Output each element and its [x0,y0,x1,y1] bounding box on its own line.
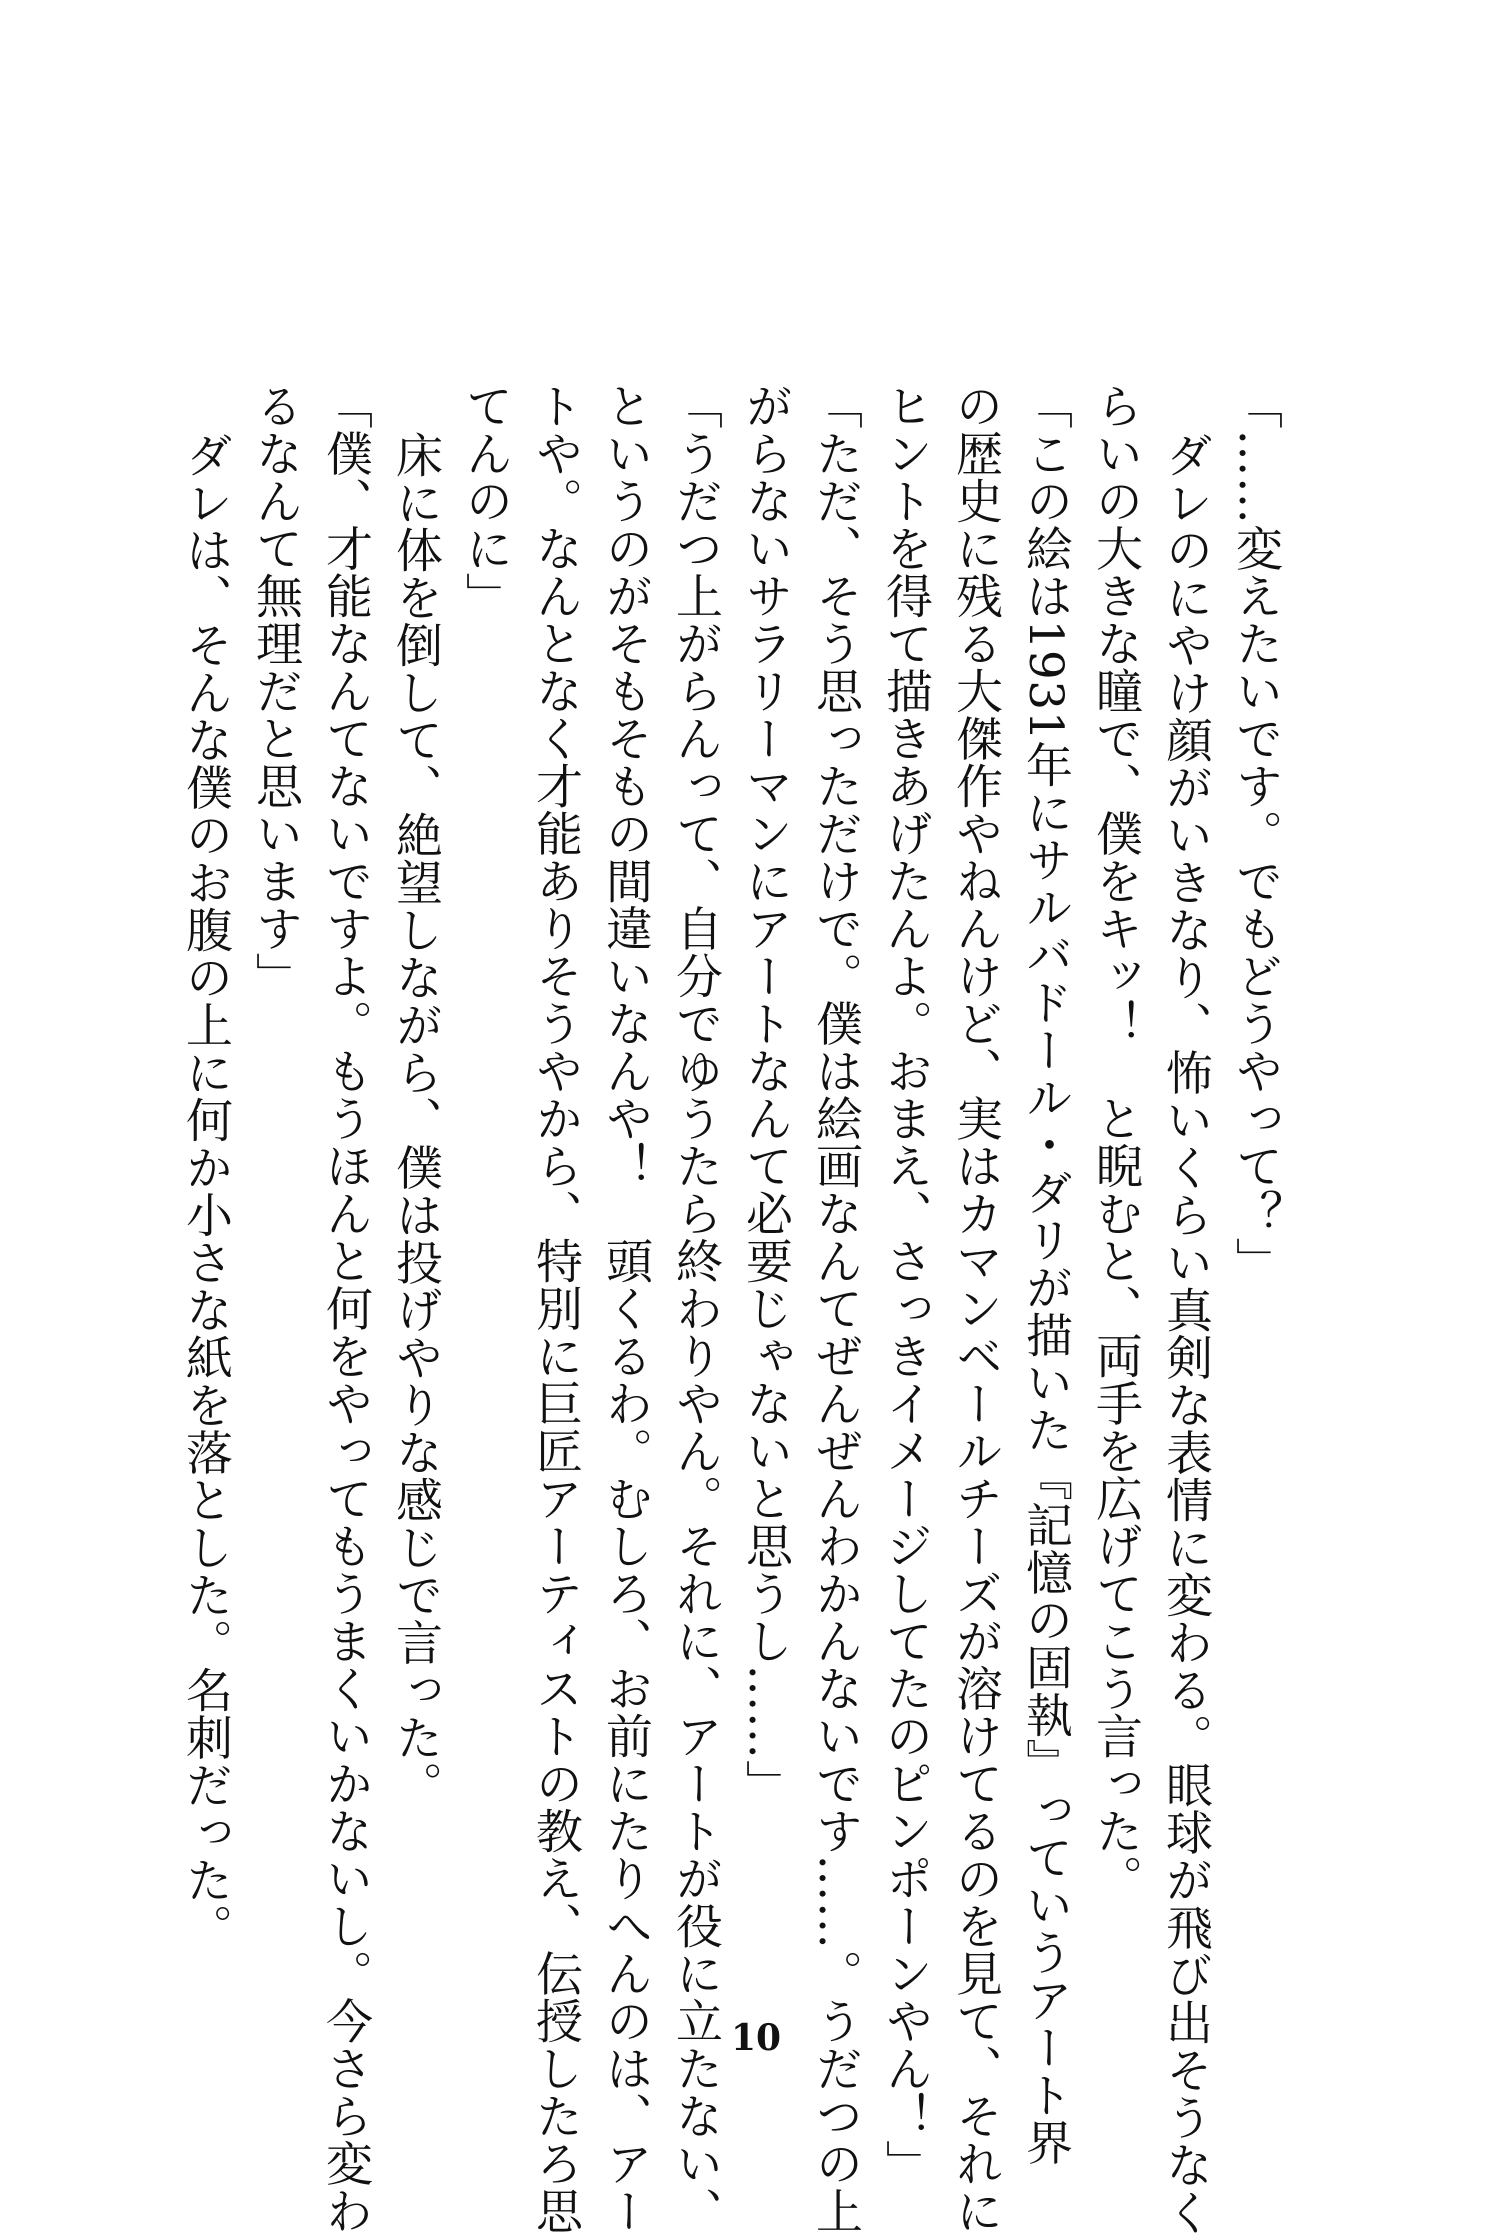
text-line: 「ただ、そう思っただけで。僕は絵画なんてぜんぜんわかんないです……。うだつの上 [808,382,863,2235]
text-line: 「……変えたいです。でもどうやって？」 [1228,382,1283,1285]
text-line: 床に体を倒して、絶望しながら、僕は投げやりな感じで言った。 [388,431,443,1809]
text-line: るなんて無理だと思います」 [248,382,303,1000]
text-line: がらないサラリーマンにアートなんて必要じゃないと思うし……」 [738,382,793,1807]
text-line: というのがそもそもの間違いなんや！ 頭くるわ。むしろ、お前にたりへんのは、アー [598,382,653,2235]
text-line: の歴史に残る大傑作やねんけど、実はカマンベールチーズが溶けてるのを見て、それに [948,382,1003,2235]
text-line: 「この絵は1931年にサルバドール・ダリが描いた『記憶の固執』っていうアート界 [1018,382,1073,2167]
text-line: ヒントを得て描きあげたんよ。おまえ、さっきイメージしてたのピンポーンやん！」 [878,382,933,2187]
text-line: ダレのにやけ顔がいきなり、怖いくらい真剣な表情に変わる。眼球が飛び出そうなく [1158,431,1213,2236]
text-line: 「僕、才能なんてないですよ。もうほんと何をやってもうまくいかないし。今さら変わ [318,382,373,2235]
text-line: らいの大きな瞳で、僕をキッ！ と睨むと、両手を広げてこう言った。 [1088,382,1143,1902]
page-number: 10 [730,2017,782,2059]
text-line: てんのに」 [458,382,513,620]
text-line: 「うだつ上がらんって、自分でゆうたら終わりやん。それに、アートが役に立たない、 [668,382,723,2235]
text-line: トや。なんとなく才能ありそうやから、特別に巨匠アーティストの教え、伝授したろ思 [528,382,583,2235]
text-line: ダレは、そんな僕のお腹の上に何か小さな紙を落とした。名刺だった。 [178,431,233,1951]
